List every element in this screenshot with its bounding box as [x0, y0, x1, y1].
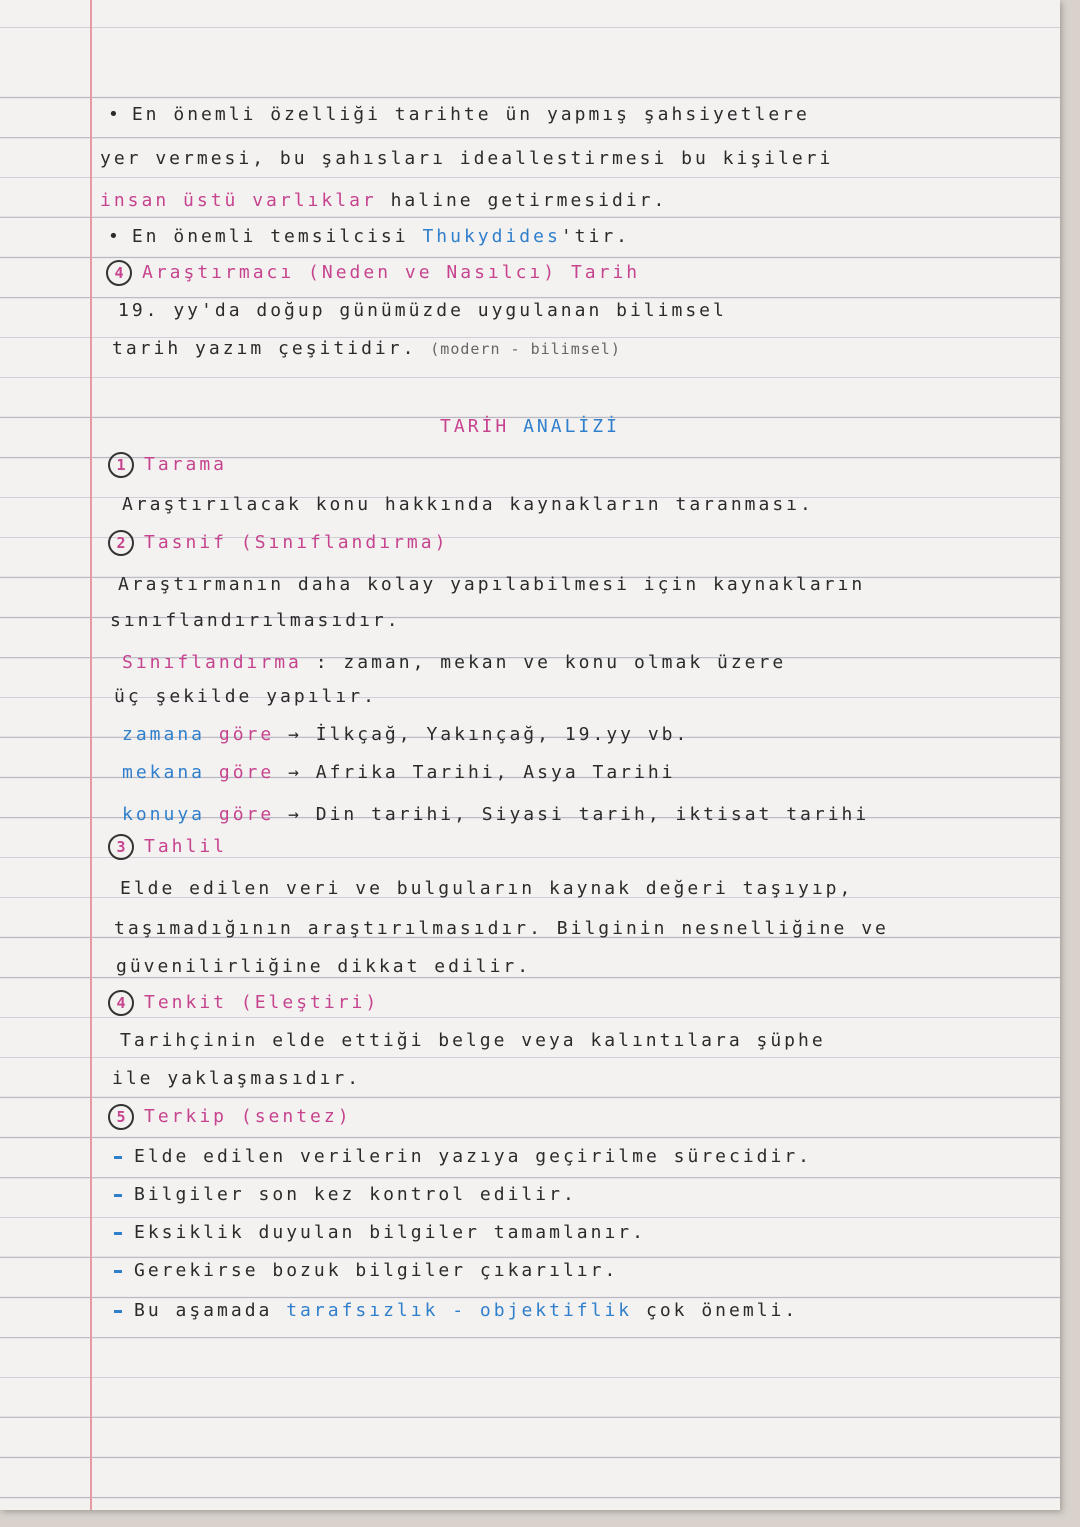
note-line: [122, 724, 689, 745]
highlight-text: zamana: [122, 724, 206, 745]
note-line: [116, 956, 531, 977]
highlight-text: göre: [218, 724, 275, 745]
note-text: haline getirmesidir.: [390, 190, 668, 211]
note-text: Elde edilen verilerin yazıya geçirilme sürecidir.: [134, 1146, 813, 1167]
heading-text: Terkip (sentez): [144, 1106, 352, 1127]
margin-line: [90, 0, 92, 1510]
note-text: : zaman, mekan ve konu olmak üzere: [315, 652, 787, 673]
note-line: [110, 610, 401, 631]
number-circle-icon: 4: [108, 990, 134, 1016]
dash-icon: [114, 1156, 122, 1159]
note-line: [100, 148, 833, 169]
section-heading: [108, 530, 448, 556]
bullet-item: [110, 1184, 577, 1205]
page-title: [0, 416, 1060, 437]
dash-icon: [114, 1310, 122, 1313]
section-heading: [108, 834, 227, 860]
note-line: [118, 574, 865, 595]
highlight-text: konuya: [122, 804, 206, 825]
note-text: 'tir.: [560, 226, 630, 247]
highlight-text: Thukydides: [422, 226, 561, 247]
note-text: → İlkçağ, Yakınçağ, 19.yy vb.: [288, 724, 690, 745]
title-part: TARİH: [440, 416, 510, 437]
highlight-text: insan üstü varlıklar: [100, 190, 377, 211]
number-circle-icon: 1: [108, 452, 134, 478]
heading-text: Tenkit (Eleştiri): [144, 992, 380, 1013]
note-line: [100, 190, 667, 211]
note-line: [122, 804, 869, 825]
highlight-text: Sınıflandırma: [122, 652, 302, 673]
number-circle-icon: 2: [108, 530, 134, 556]
note-line: [120, 878, 853, 899]
note-text: 19. yy'da doğup günümüzde uygulanan bilimsel: [118, 300, 727, 321]
note-text: (modern - bilimsel): [430, 340, 621, 358]
note-text: yer vermesi, bu şahısları ideallestirmesi bu kişileri: [100, 148, 834, 169]
note-line: [122, 762, 676, 783]
heading-text: Tasnif (Sınıflandırma): [144, 532, 449, 553]
bullet-item: [110, 1300, 798, 1321]
note-line: • En önemli temsilcisi Thukydides'tir.: [108, 226, 630, 247]
note-text: taşımadığının araştırılmasıdır. Bilginin nesnelliğine ve: [114, 918, 889, 939]
note-line: • En önemli özelliği tarihte ün yapmış şahsiyetlere: [108, 104, 810, 125]
note-line: [112, 1068, 361, 1089]
highlight-text: göre: [218, 804, 275, 825]
note-line: [120, 1030, 826, 1051]
note-line: [114, 686, 377, 707]
note-line: [122, 494, 814, 515]
note-text: ile yaklaşmasıdır.: [112, 1068, 362, 1089]
note-text: Araştırmanın daha kolay yapılabilmesi için kaynakların: [118, 574, 866, 595]
bullet-item: [110, 1222, 646, 1243]
highlight-text: tarafsızlık - objektiflik: [286, 1300, 633, 1321]
note-text: Bu aşamada: [134, 1300, 273, 1321]
number-circle-icon: 4: [106, 260, 132, 286]
section-heading: [108, 1104, 352, 1130]
bullet-item: [110, 1260, 618, 1281]
note-text: sınıflandırılmasıdır.: [110, 610, 401, 631]
section-heading: [108, 452, 227, 478]
note-text: En önemli temsilcisi: [131, 226, 409, 247]
note-text: Gerekirse bozuk bilgiler çıkarılır.: [134, 1260, 619, 1281]
note-text: Bilgiler son kez kontrol edilir.: [134, 1184, 577, 1205]
note-text: güvenilirliğine dikkat edilir.: [116, 956, 532, 977]
note-line: [122, 652, 786, 673]
note-text: Araştırılacak konu hakkında kaynakların taranması.: [122, 494, 814, 515]
dash-icon: [114, 1194, 122, 1197]
heading-text: Araştırmacı (Neden ve Nasılcı) Tarih: [142, 262, 641, 283]
highlight-text: mekana: [122, 762, 206, 783]
highlight-text: göre: [218, 762, 275, 783]
dash-icon: [114, 1232, 122, 1235]
heading-text: Tarama: [144, 454, 228, 475]
note-text: → Din tarihi, Siyasi tarih, iktisat tarihi: [288, 804, 870, 825]
note-text: çok önemli.: [646, 1300, 799, 1321]
note-text: En önemli özelliği tarihte ün yapmış şahsiyetlere: [131, 104, 810, 125]
note-text: Eksiklik duyulan bilgiler tamamlanır.: [134, 1222, 646, 1243]
note-text: üç şekilde yapılır.: [114, 686, 377, 707]
note-text: Elde edilen veri ve bulguların kaynak değeri taşıyıp,: [120, 878, 854, 899]
section-heading: [106, 260, 640, 286]
note-line: [112, 338, 621, 359]
section-heading: [108, 990, 379, 1016]
note-line: [114, 918, 889, 939]
note-text: tarih yazım çeşitidir.: [112, 338, 417, 359]
title-part: ANALİZİ: [523, 416, 620, 437]
number-circle-icon: 3: [108, 834, 134, 860]
note-text: → Afrika Tarihi, Asya Tarihi: [288, 762, 676, 783]
bullet-item: [110, 1146, 812, 1167]
dash-icon: [114, 1270, 122, 1273]
note-line: [118, 300, 727, 321]
number-circle-icon: 5: [108, 1104, 134, 1130]
note-text: Tarihçinin elde ettiği belge veya kalıntılara şüphe: [120, 1030, 826, 1051]
heading-text: Tahlil: [144, 836, 228, 857]
